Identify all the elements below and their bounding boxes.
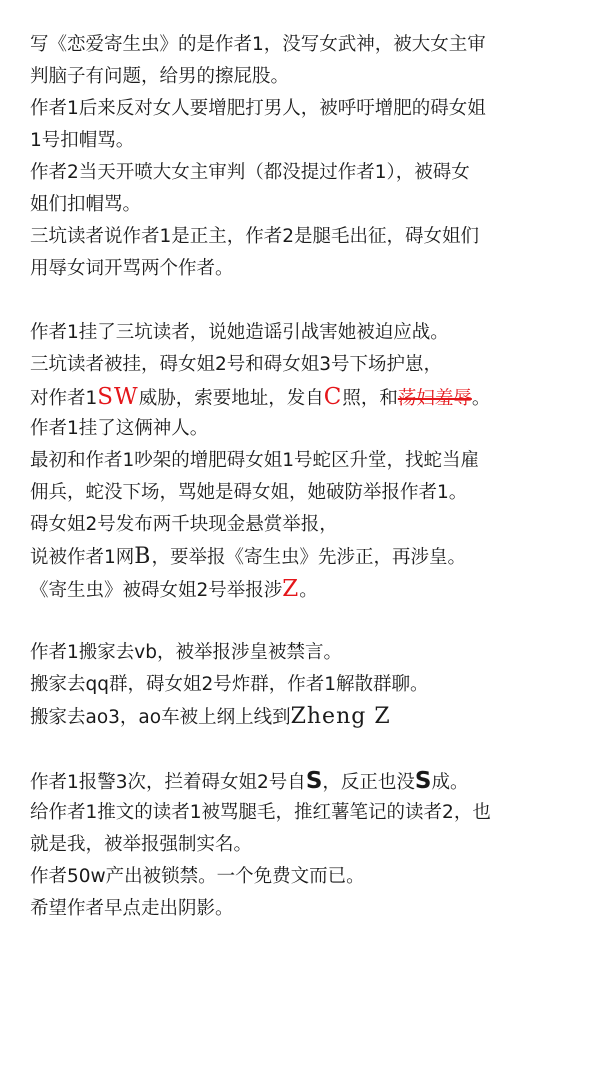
text-line: 1号扣帽骂。	[30, 130, 135, 151]
text-line: 搬家去qq群，碍女姐2号炸群，作者1解散群聊。	[30, 674, 429, 695]
text-segment: 对作者1	[30, 388, 98, 409]
text-line: 希望作者早点走出阴影。	[30, 898, 234, 919]
text-line: 作者2当天开喷大女主审判（都没提过作者1），被碍女	[30, 162, 470, 183]
paragraph-gap	[30, 605, 590, 637]
text-line-mixed	[30, 701, 590, 733]
text-segment: 照，和	[342, 388, 398, 409]
text-segment: 作者1报警3次，拦着碍女姐2号自	[30, 772, 306, 793]
text-line: 三坑读者说作者1是正主，作者2是腿毛出征，碍女姐们	[30, 226, 480, 247]
text-segment: 。	[471, 388, 491, 409]
text-line: 作者1搬家去vb，被举报涉皇被禁言。	[30, 642, 342, 663]
text-segment: 说被作者1网	[30, 547, 135, 568]
bold-letter: S	[414, 768, 432, 794]
text-segment: 威胁，索要地址，发自	[138, 388, 324, 409]
text-segment: 。	[299, 580, 318, 601]
text-line: 三坑读者被挂，碍女姐2号和碍女姐3号下场护崽，	[30, 354, 443, 375]
serif-text: Zheng Z	[290, 704, 391, 729]
text-line: 最初和作者1吵架的增肥碍女姐1号蛇区升堂，找蛇当雇	[30, 450, 480, 471]
text-line: 作者1后来反对女人要增肥打男人，被呼吁增肥的碍女姐	[30, 98, 486, 119]
red-highlight-text: C	[323, 384, 343, 410]
bold-letter: S	[305, 768, 323, 794]
text-line: 作者1挂了三坑读者，说她造谣引战害她被迫应战。	[30, 322, 449, 343]
post-body	[30, 29, 590, 925]
red-highlight-text: Z	[282, 576, 300, 602]
text-line: 佣兵，蛇没下场，骂她是碍女姐，她破防举报作者1。	[30, 482, 468, 503]
text-line-mixed	[30, 381, 590, 413]
text-segment: 成。	[431, 772, 469, 793]
text-line: 就是我，被举报强制实名。	[30, 834, 253, 855]
text-segment: ，要举报《寄生虫》先涉正，再涉皇。	[151, 547, 466, 568]
text-line: 给作者1推文的读者1被骂腿毛，推红薯笔记的读者2，也	[30, 802, 491, 823]
paragraph-gap	[30, 733, 590, 765]
text-line-mixed	[30, 541, 590, 573]
paragraph-gap	[30, 285, 590, 317]
text-line: 作者1挂了这俩神人。	[30, 418, 209, 439]
text-line: 碍女姐2号发布两千块现金悬赏举报，	[30, 514, 338, 535]
text-line-mixed	[30, 765, 590, 797]
text-line: 写《恋爱寄生虫》的是作者1，没写女武神，被大女主审	[30, 34, 486, 55]
struck-through-text: 荡妇羞辱	[397, 388, 472, 409]
serif-letter: B	[134, 544, 152, 569]
red-highlight-text: SW	[97, 384, 139, 410]
text-line: 姐们扣帽骂。	[30, 194, 142, 215]
text-segment: 《寄生虫》被碍女姐2号举报涉	[30, 580, 283, 601]
text-line: 用辱女词开骂两个作者。	[30, 258, 234, 279]
text-line: 作者50w产出被锁禁。一个免费文而已。	[30, 866, 365, 887]
text-segment: ，反正也没	[322, 772, 415, 793]
text-segment: 搬家去ao3，ao车被上纲上线到	[30, 707, 291, 728]
text-line: 判脑子有问题，给男的擦屁股。	[30, 66, 290, 87]
text-line-mixed	[30, 573, 590, 605]
